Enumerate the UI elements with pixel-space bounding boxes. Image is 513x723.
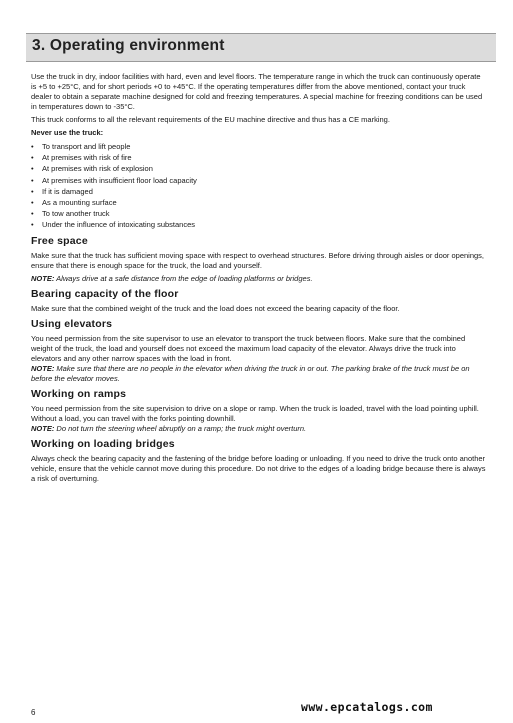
never-use-list [31, 141, 488, 231]
bullet-icon: • [31, 142, 34, 151]
page-content [31, 72, 488, 487]
free-space-body: Make sure that the truck has sufficient moving space with respect to overhead structures. Before driving through aisles or door openings, ensure that there is enough space for the truck, the load and yourself. [31, 250, 485, 270]
ce-marking-paragraph: This truck conforms to all the relevant requirements of the EU machine directive and thus has a CE marking. [31, 115, 390, 124]
bullet-icon: • [31, 209, 34, 219]
free-space-heading: Free space [31, 234, 88, 247]
list-item: • If it is damaged [31, 186, 93, 196]
list-item: • At premises with risk of fire [31, 153, 132, 163]
website-watermark: www.epcatalogs.com [301, 700, 433, 714]
intro-paragraph: Use the truck in dry, indoor facilities with hard, even and level floors. The temperature range in which the truck can continuously operate is +5 to +25°C, and for short periods +0 to +45°C. If the operating temperatures differ from the above mentioned, contact your truck dealer to obtain a separate machine designed for cold and freezing temperatures. A special machine for freezing conditions can be used in temperatures down to -35°C. [31, 72, 483, 111]
note-text: Always drive at a safe distance from the edge of loading platforms or bridges. [54, 273, 313, 283]
note-text: Make sure that there are no people in the elevator when driving the truck in or out. The parking brake of the truck must be on before the elevator moves. [31, 363, 470, 383]
elevators-heading: Using elevators [31, 317, 113, 330]
list-item: • As a mounting surface [31, 197, 117, 207]
list-item: • At premises with risk of explosion [31, 164, 153, 174]
bullet-icon: • [31, 175, 34, 185]
note-label: NOTE: [31, 273, 55, 283]
free-space-note [31, 274, 488, 284]
bullet-icon: • [31, 153, 34, 163]
ramps-body: You need permission from the site supervision to drive on a slope or ramp. When the truck is loaded, travel with the load pointing uphill. Without a load, you can travel with the forks pointing downhill. [31, 403, 479, 423]
loading-bridges-body: Always check the bearing capacity and the fastening of the bridge before loading or unloading. If you need to drive the truck onto another vehicle, ensure that the vehicle cannot move during this procedure. Do not drive to the edges of a loading bridge because there is always a risk of overturning. [31, 453, 486, 483]
list-item: • At premises with insufficient floor load capacity [31, 175, 197, 185]
elevators-body: You need permission from the site supervisor to use an elevator to transport the truck between floors. Make sure that the combined weight of the truck, the load and yourself does not exceed the maximum load capacity of the elevator. Always drive the truck into elevators and any other narrow spaces with the load in front. [31, 333, 466, 363]
note-label: NOTE: [31, 423, 55, 433]
bearing-capacity-body: Make sure that the combined weight of the truck and the load does not exceed the bearing capacity of the floor. [31, 303, 400, 313]
note-text: Do not turn the steering wheel abruptly on a ramp; the truck might overturn. [54, 423, 307, 433]
bullet-icon: • [31, 197, 34, 207]
list-item: • To tow another truck [31, 209, 110, 219]
chapter-title-bar [26, 33, 496, 62]
never-use-heading: Never use the truck: [31, 128, 104, 137]
note-label: NOTE: [31, 363, 55, 373]
bullet-icon: • [31, 220, 34, 230]
loading-bridges-heading: Working on loading bridges [31, 437, 175, 450]
page-number: 6 [31, 708, 36, 717]
ramps-heading: Working on ramps [31, 387, 127, 400]
bullet-icon: • [31, 186, 34, 196]
elevators-note [31, 364, 488, 384]
ramps-note [31, 424, 488, 434]
chapter-title: 3. Operating environment [32, 37, 225, 54]
bearing-capacity-heading: Bearing capacity of the floor [31, 287, 179, 300]
list-item: • To transport and lift people [31, 142, 131, 151]
list-item: • Under the influence of intoxicating substances [31, 220, 196, 230]
bullet-icon: • [31, 164, 34, 174]
